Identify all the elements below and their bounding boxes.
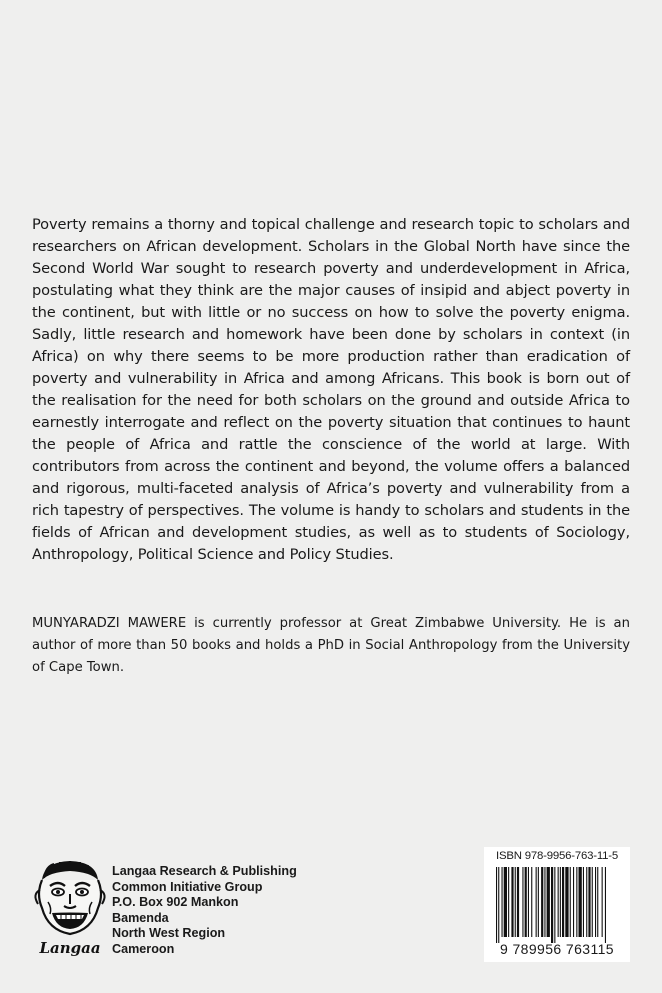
barcode-digits: 9 789956 763115 bbox=[500, 941, 614, 957]
barcode-bar bbox=[586, 867, 587, 937]
author-bio: MUNYARADZI MAWERE is currently professor at Great Zimbabwe University. He is an author of more than 50 books and holds a PhD in Social Anthropology from the University of Cape Town. bbox=[32, 616, 630, 675]
barcode-bar bbox=[592, 867, 593, 937]
isbn-label: ISBN 978-9956-763-11-5 bbox=[495, 850, 619, 862]
barcode-bar bbox=[602, 867, 603, 937]
barcode-bar bbox=[544, 867, 545, 937]
barcode-bar bbox=[595, 867, 596, 937]
barcode-bar bbox=[605, 867, 606, 943]
barcode-bar bbox=[558, 867, 559, 937]
barcode-bar bbox=[538, 867, 539, 937]
back-cover-blurb: Poverty remains a thorny and topical challenge and research topic to scholars and researchers on African development. Scholars in the Global North have since the Second World War sought to research poverty and underdevelopment in Africa, postulating what they think are the major causes of insipid and abject poverty in the continent, but with little or no success on how to solve the poverty enigma. Sadly, little research and homework have been done by scholars in context (in Africa) on why there seems to be more production rather than eradication of poverty and vulnerability in Africa and among Africans. This book is born out of the realisation for the need for both scholars on the ground and outside Africa to earnestly interrogate and reflect on the poverty situation that continues to haunt the people of Africa and rattle the conscience of the world at large. With contributors from across the continent and beyond, the volume offers a balanced and rigorous, multi-faceted analysis of Africa’s poverty and vulnerability from a rich tapestry of perspectives. The volume is handy to scholars and students in the fields of African and development studies, as well as to students of Sociology, Anthropology, Political Science and Policy Studies. bbox=[32, 216, 630, 563]
barcode-bars bbox=[496, 867, 618, 943]
mask-face-icon bbox=[30, 858, 110, 958]
publisher-address bbox=[112, 864, 297, 958]
barcode-bar bbox=[565, 867, 568, 937]
publisher-line: P.O. Box 902 Mankon bbox=[112, 895, 239, 910]
isbn-barcode bbox=[484, 847, 630, 962]
barcode-bar bbox=[531, 867, 532, 937]
barcode-bar bbox=[541, 867, 543, 937]
barcode-bar bbox=[576, 867, 577, 937]
barcode-bar bbox=[508, 867, 509, 937]
barcode-bar bbox=[511, 867, 513, 937]
barcode-bar bbox=[504, 867, 507, 937]
barcode-bar bbox=[502, 867, 503, 937]
barcode-bar bbox=[554, 867, 555, 943]
barcode-bar bbox=[573, 867, 574, 937]
barcode-bar bbox=[525, 867, 527, 937]
barcode-bar bbox=[570, 867, 571, 937]
barcode-bar bbox=[517, 867, 519, 937]
barcode-bar bbox=[579, 867, 582, 937]
publisher-line: Langaa Research & Publishing bbox=[112, 864, 297, 878]
publisher-line: Common Initiative Group bbox=[112, 879, 263, 894]
publisher-line: Bamenda bbox=[112, 910, 169, 925]
barcode-bar bbox=[588, 867, 590, 937]
barcode-bar bbox=[528, 867, 529, 937]
barcode-bar bbox=[498, 867, 499, 943]
barcode-bar bbox=[560, 867, 561, 937]
barcode-bar bbox=[515, 867, 516, 937]
barcode-bar bbox=[583, 867, 584, 937]
barcode-bar bbox=[597, 867, 598, 937]
publisher-logo bbox=[30, 858, 110, 958]
barcode-bar bbox=[562, 867, 564, 937]
barcode-bar bbox=[551, 867, 553, 943]
publisher-line: Cameroon bbox=[112, 941, 175, 956]
barcode-bar bbox=[522, 867, 523, 937]
barcode-bar bbox=[547, 867, 550, 937]
barcode-bar bbox=[496, 867, 497, 943]
barcode-bar bbox=[536, 867, 537, 937]
publisher-line: North West Region bbox=[112, 926, 226, 941]
logo-wordmark: Langaa bbox=[39, 939, 101, 957]
